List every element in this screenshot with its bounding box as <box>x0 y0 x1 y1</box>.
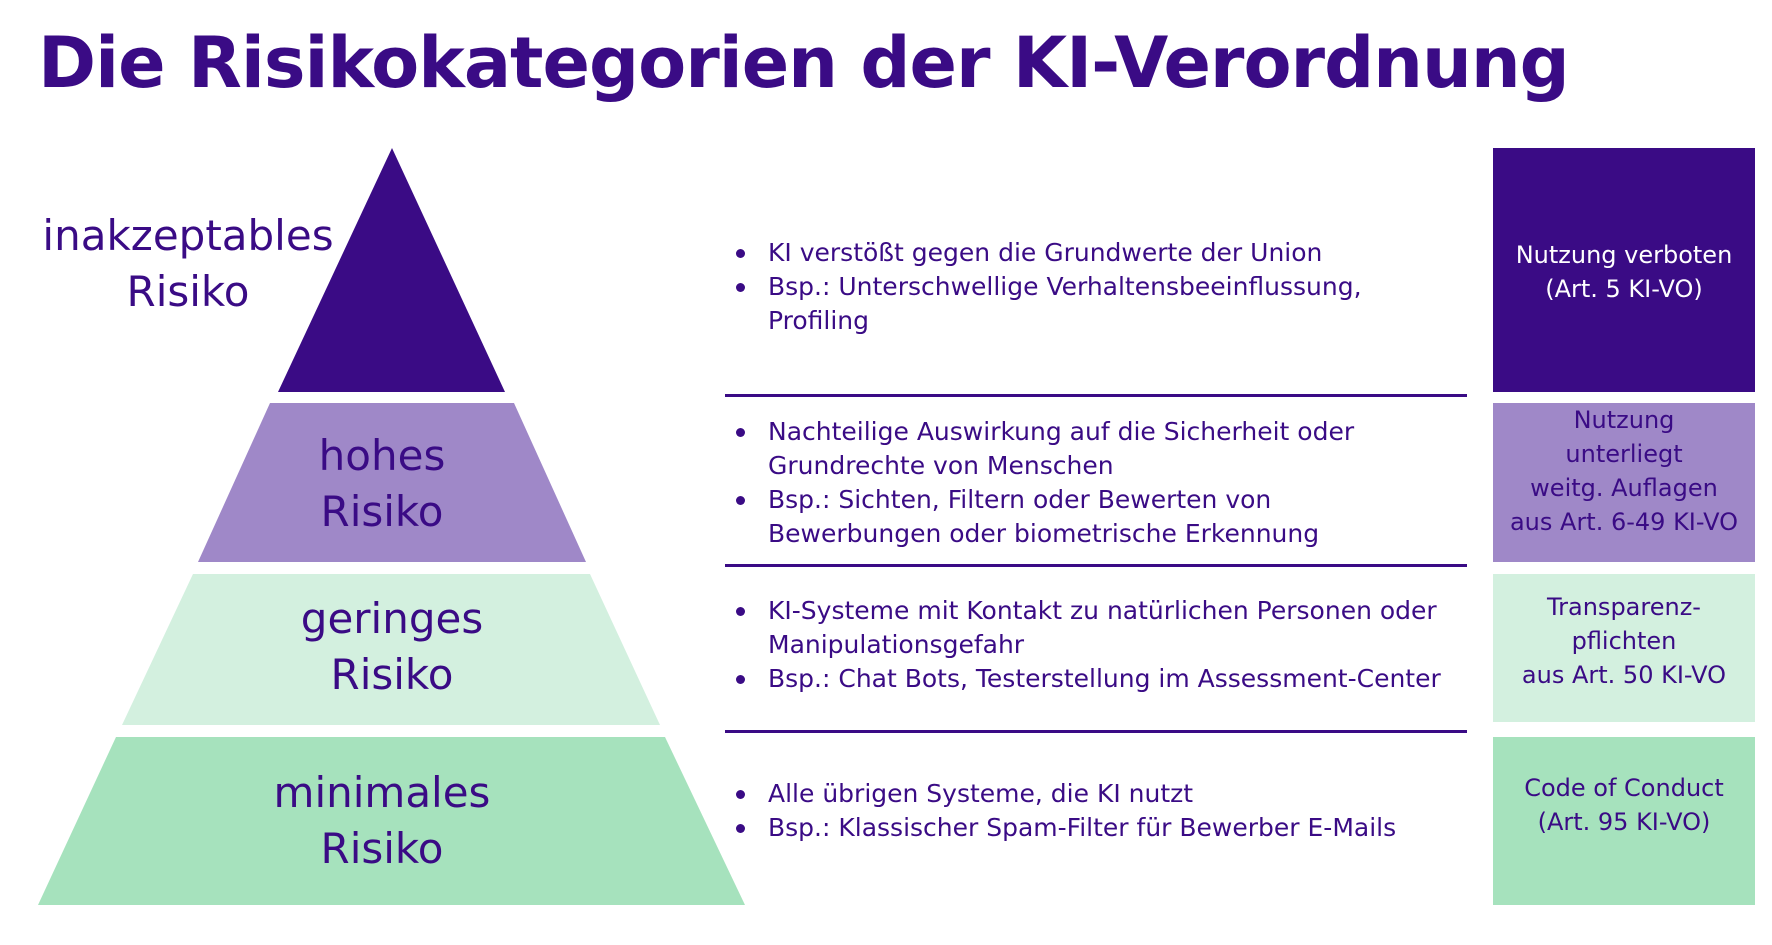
level-label-high: hohes Risiko <box>318 431 446 536</box>
bullet-item: Alle übrigen Systeme, die KI nutzt <box>730 777 1470 811</box>
bullet-item: KI-Systeme mit Kontakt zu natürlichen Personen oder Manipulationsgefahr <box>730 594 1450 662</box>
level-label-unacceptable: inakzeptables Risiko <box>42 211 334 316</box>
bullet-item: Bsp.: Chat Bots, Testerstellung im Assessment-Center <box>730 662 1450 696</box>
row-divider <box>725 730 1467 733</box>
bullet-item: KI verstößt gegen die Grundwerte der Union <box>730 236 1470 270</box>
description-limited <box>730 594 1450 696</box>
bullet-item: Bsp.: Klassischer Spam-Filter für Bewerber E-Mails <box>730 811 1470 845</box>
legal-box-minimal: Code of Conduct (Art. 95 KI-VO) <box>1493 737 1755 905</box>
bullet-item: Nachteilige Auswirkung auf die Sicherheit oder Grundrechte von Menschen <box>730 415 1450 483</box>
legal-box-limited: Transparenz- pflichten aus Art. 50 KI-VO <box>1493 574 1755 722</box>
legal-box-unacceptable: Nutzung verboten (Art. 5 KI-VO) <box>1493 148 1755 392</box>
description-high <box>730 415 1450 551</box>
description-unacceptable <box>730 236 1470 338</box>
legal-box-high: Nutzung unterliegt weitg. Auflagen aus Art. 6-49 KI-VO <box>1493 403 1755 562</box>
level-label-limited: geringes Risiko <box>300 594 484 699</box>
description-minimal <box>730 777 1470 845</box>
row-divider <box>725 564 1467 567</box>
row-divider <box>725 394 1467 397</box>
level-label-minimal: minimales Risiko <box>273 768 491 873</box>
bullet-item: Bsp.: Unterschwellige Verhaltensbeeinflussung, Profiling <box>730 270 1470 338</box>
bullet-item: Bsp.: Sichten, Filtern oder Bewerten von Bewerbungen oder biometrische Erkennung <box>730 483 1450 551</box>
page-title: Die Risikokategorien der KI-Verordnung <box>38 22 1569 104</box>
